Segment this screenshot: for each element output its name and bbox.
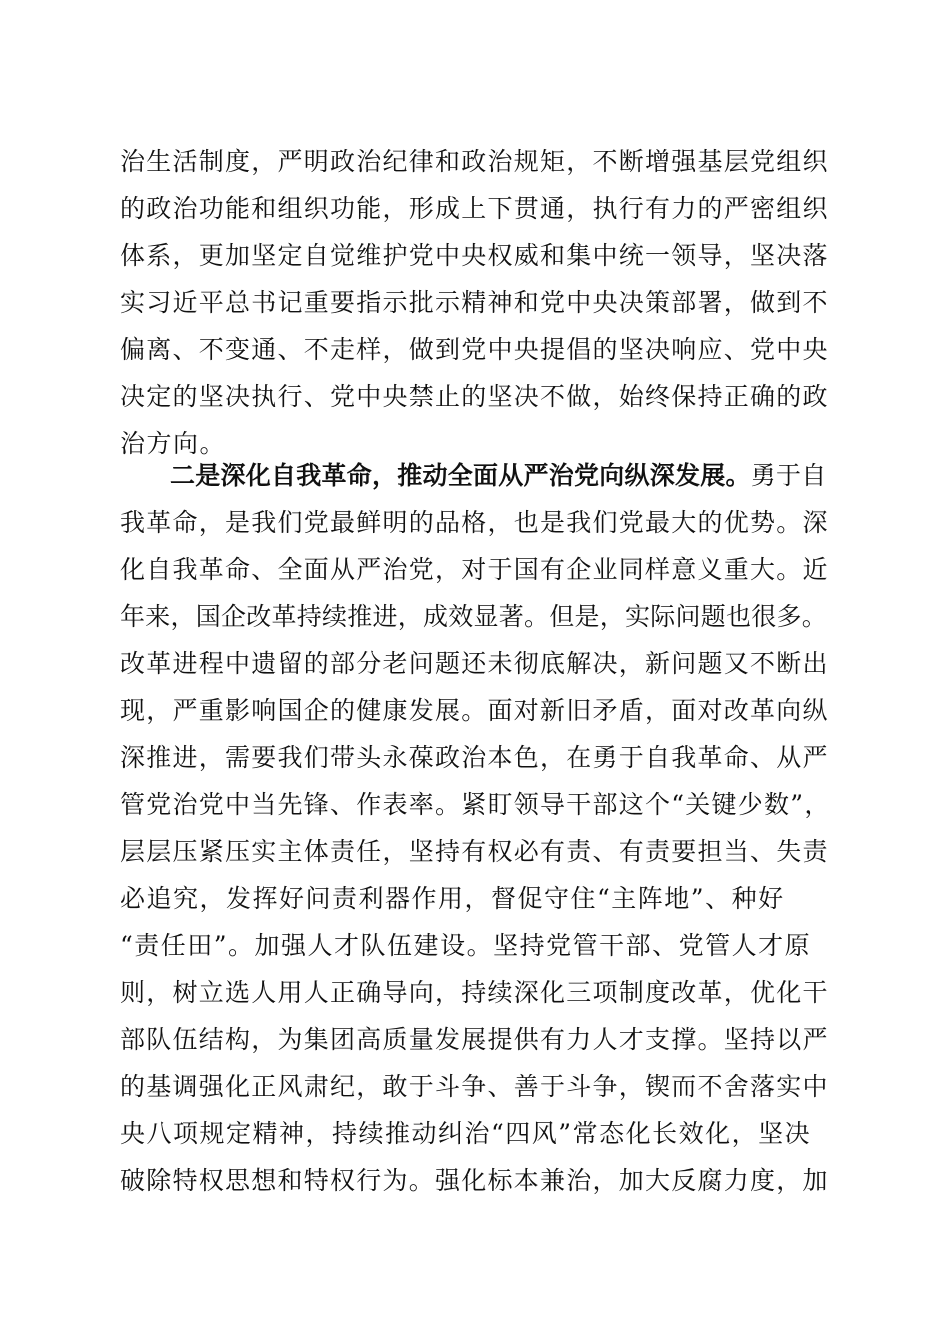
text-line: 我革命，是我们党最鲜明的品格，也是我们党最大的优势。深 <box>120 508 829 537</box>
paragraph-heading: 二是深化自我革命，推动全面从严治党向纵深发展。 <box>170 461 751 490</box>
text-line: 决定的坚决执行、党中央禁止的坚决不做，始终保持正确的政 <box>120 382 829 411</box>
text-line: 管党治党中当先锋、作表率。紧盯领导干部这个“关键少数”， <box>120 790 831 819</box>
paragraph-2 <box>120 452 832 1204</box>
heading-line-rest: 勇于自 <box>750 461 827 490</box>
text-line: 必追究，发挥好问责利器作用，督促守住“主阵地”、种好 <box>120 884 785 913</box>
text-line: 现，严重影响国企的健康发展。面对新旧矛盾，面对改革向纵 <box>120 696 829 725</box>
text-line: 的政治功能和组织功能，形成上下贯通，执行有力的严密组织 <box>120 194 829 223</box>
text-line: 则，树立选人用人正确导向，持续深化三项制度改革，优化干 <box>120 978 829 1007</box>
text-line: 深推进，需要我们带头永葆政治本色，在勇于自我革命、从严 <box>120 743 829 772</box>
text-line: 年来，国企改革持续推进，成效显著。但是，实际问题也很多。 <box>120 602 828 631</box>
text-line: 治方向。 <box>120 429 227 458</box>
text-line: 破除特权思想和特权行为。强化标本兼治，加大反腐力度，加 <box>120 1166 829 1195</box>
text-line: 偏离、不变通、不走样，做到党中央提倡的坚决响应、党中央 <box>120 335 829 364</box>
paragraph-1 <box>120 138 832 467</box>
text-line: 治生活制度，严明政治纪律和政治规矩，不断增强基层党组织 <box>120 147 829 176</box>
text-line: 体系，更加坚定自觉维护党中央权威和集中统一领导，坚决落 <box>120 241 829 270</box>
text-line: 的基调强化正风肃纪，敢于斗争、善于斗争，锲而不舍落实中 <box>120 1072 829 1101</box>
text-line: 实习近平总书记重要指示批示精神和党中央决策部署，做到不 <box>120 288 829 317</box>
text-line: 层层压紧压实主体责任，坚持有权必有责、有责要担当、失责 <box>120 837 829 866</box>
text-line: “责任田”。加强人才队伍建设。坚持党管干部、党管人才原 <box>120 931 812 960</box>
text-line: 化自我革命、全面从严治党，对于国有企业同样意义重大。近 <box>120 555 829 584</box>
text-line: 央八项规定精神，持续推动纠治“四风”常态化长效化，坚决 <box>120 1119 812 1148</box>
text-line: 改革进程中遗留的部分老问题还未彻底解决，新问题又不断出 <box>120 649 829 678</box>
text-line-first <box>120 452 832 499</box>
text-line: 部队伍结构，为集团高质量发展提供有力人才支撑。坚持以严 <box>120 1025 829 1054</box>
